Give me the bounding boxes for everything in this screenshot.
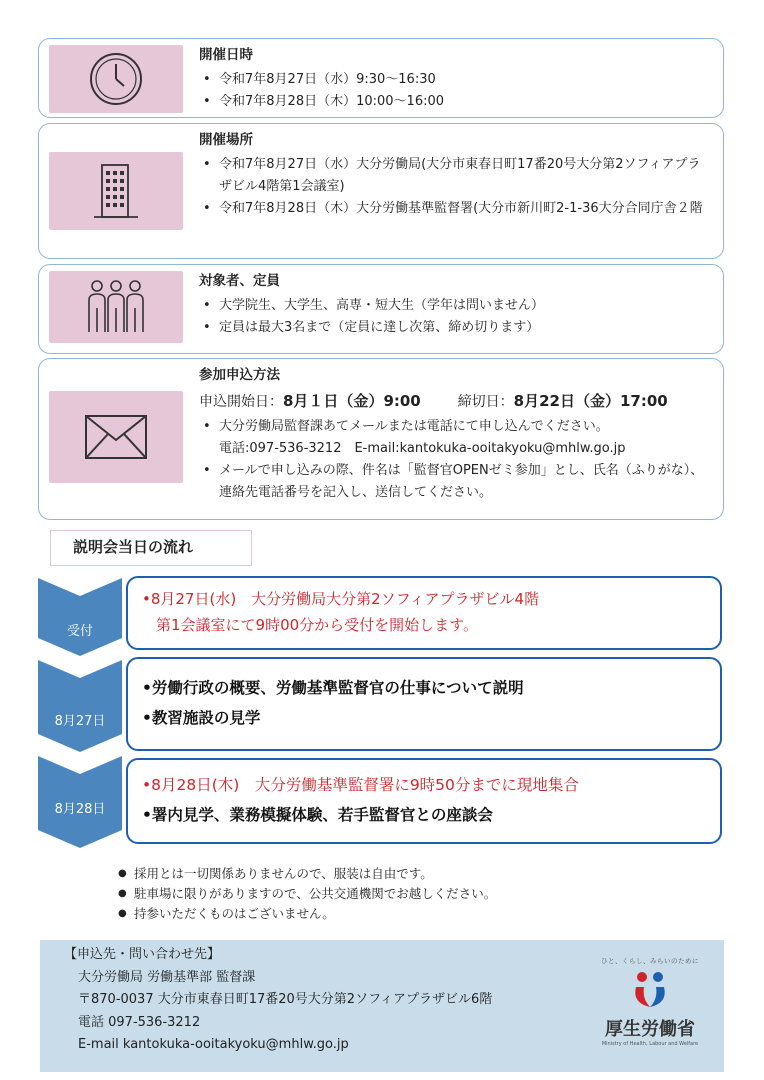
footer-heading: 【申込先・問い合わせ先】 [64,947,221,962]
chevron-label-3: 8月28日 [54,802,106,817]
contact-footer [40,940,724,1072]
footer-phone: 電話 097-536-3212 [78,1014,201,1030]
chevron-aug28 [38,756,122,848]
clock-icon [88,51,144,107]
target-item-2: • 定員は最大3名まで（定員に達し次第、締め切ります） [199,317,713,339]
envelope-icon-box [49,391,183,483]
date-title: 開催日時 [199,47,253,63]
clock-icon-box [49,45,183,113]
venue-card [38,123,724,259]
notes-list [118,864,496,924]
logo-tagline: ひと、くらし、みらいのために [601,957,699,965]
step-aug28 [126,758,722,844]
note-item-3: ● 持参いただくものはございません。 [118,904,496,924]
step2-line1: •労働行政の概要、労働基準監督官の仕事について説明 [142,679,524,697]
date-card [38,38,724,118]
step-reception [126,576,722,650]
step3-line1: •8月28日(木) 大分労働基準監督署に9時50分までに現地集合 [142,776,579,794]
chevron-label-1: 受付 [66,624,93,639]
people-icon [85,278,147,336]
chevron-aug27 [38,660,122,752]
building-icon-box [49,152,183,230]
step2-line2: •教習施設の見学 [142,709,261,727]
chevron-label-2: 8月27日 [54,714,106,729]
step3-line2: •署内見学、業務模擬体験、若手監督官との座談会 [142,806,493,824]
envelope-icon [84,414,148,460]
apply-item-1: • 大分労働局監督課あてメールまたは電話にて申し込んでください。 [199,416,713,438]
flow-title: 説明会当日の流れ [50,530,252,566]
footer-address: 〒870-0037 大分市東春日町17番20号大分第2ソフィアプラザビル6階 [78,992,493,1007]
date-item-2: • 令和7年8月28日（木）10:00～16:00 [199,91,713,113]
venue-item-2: • 令和7年8月28日（木）大分労働基準監督署(大分市新川町2-1-36大分合同庁舎２階 [199,198,713,220]
date-item-1: • 令和7年8月27日（水）9:30～16:30 [199,69,713,91]
chevron-reception [38,578,122,656]
start-label: 申込開始日： [199,394,283,410]
mhlw-logo [590,956,710,1060]
step1-line1: •8月27日(水) 大分労働局大分第2ソフィアプラザビル4階 [142,590,540,608]
apply-dates [199,389,713,414]
step1-line2: 第1会議室にて9時00分から受付を開始します。 [156,616,478,634]
end-label: 締切日： [457,394,514,410]
start-value: 8月１日（金）9:00 [283,392,421,410]
apply-title: 参加申込方法 [199,367,280,383]
target-card [38,264,724,354]
apply-item-2: • メールで申し込みの際、件名は「監督官OPENゼミ参加」とし、氏名（ふりがな）、連絡先電話番号を記入し、送信してください。 [199,460,713,504]
note-item-2: ● 駐車場に限りがありますので、公共交通機関でお越しください。 [118,884,496,904]
apply-contact: 電話:097-536-3212 E-mail:kantokuka-ooitakyoku@mhlw.go.jp [219,441,626,456]
building-icon [92,159,140,223]
venue-title: 開催場所 [199,132,253,148]
logo-sub: Ministry of Health, Labour and Welfare [601,1041,699,1047]
people-icon-box [49,271,183,343]
note-item-1: ● 採用とは一切関係ありませんので、服装は自由です。 [118,864,496,884]
step-aug27 [126,657,722,751]
footer-org: 大分労働局 労働基準部 監督課 [78,969,256,985]
mhlw-emblem-icon [628,969,672,1009]
target-title: 対象者、定員 [199,273,280,289]
end-value: 8月22日（金）17:00 [513,392,668,410]
footer-email: E-mail kantokuka-ooitakyoku@mhlw.go.jp [78,1037,349,1052]
target-item-1: • 大学院生、大学生、高専・短大生（学年は問いません） [199,295,713,317]
venue-item-1: • 令和7年8月27日（水）大分労働局(大分市東春日町17番20号大分第2ソフィアプラザビル4階第1会議室) [199,154,713,198]
logo-name: 厚生労働省 [605,1019,695,1040]
apply-card [38,358,724,520]
